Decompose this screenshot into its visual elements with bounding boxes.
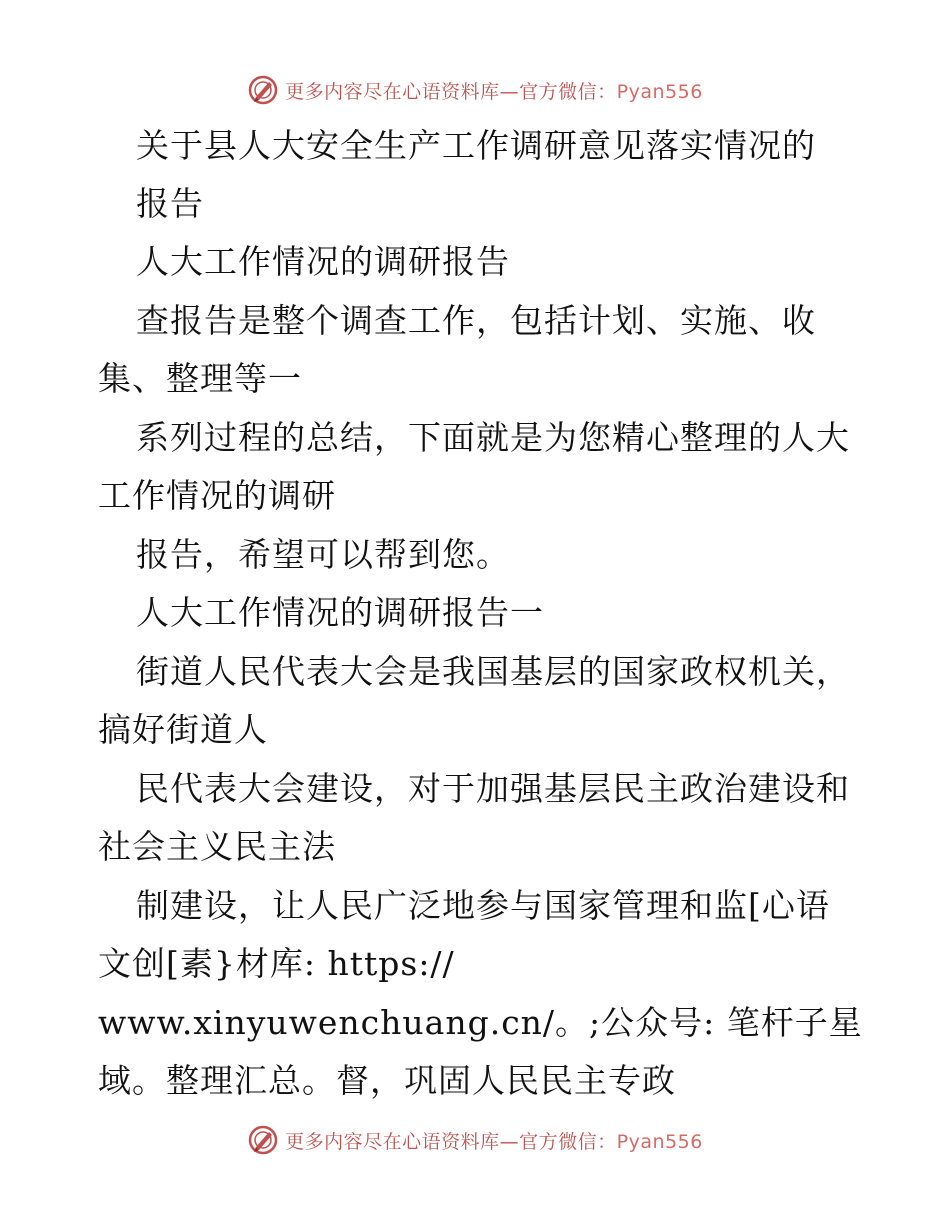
- text-line: 文创[素}材库: https://: [98, 944, 455, 983]
- footer-banner: [0, 1122, 950, 1158]
- wechat-handle: Pyan556: [616, 1130, 703, 1153]
- text-line: 集、整理等一: [98, 359, 302, 398]
- header-banner: [0, 72, 950, 108]
- text-line: 系列过程的总结，下面就是为您精心整理的人大: [136, 418, 850, 457]
- wechat-handle: Pyan556: [616, 80, 703, 103]
- text-line: 工作情况的调研: [98, 476, 336, 515]
- text-line: 报告: [136, 184, 204, 223]
- text-line: 报告，希望可以帮到您。: [136, 535, 510, 574]
- text-line: 人大工作情况的调研报告一: [136, 593, 544, 632]
- text-line: 关于县人大安全生产工作调研意见落实情况的: [136, 126, 816, 165]
- text-line: www.xinyuwenchuang.cn/。;公众号: 笔杆子星: [98, 1003, 863, 1042]
- banner-text: 更多内容尽在心语资料库—官方微信：Pyan556: [285, 80, 703, 103]
- text-line: 查报告是整个调查工作，包括计划、实施、收: [136, 301, 816, 340]
- text-line: 民代表大会建设，对于加强基层民主政治建设和: [136, 769, 850, 808]
- text-line: 社会主义民主法: [98, 827, 336, 866]
- text-line: 制建设，让人民广泛地参与国家管理和监[心语: [136, 886, 830, 925]
- text-line: 人大工作情况的调研报告: [136, 242, 510, 281]
- text-line: 搞好街道人: [98, 710, 268, 749]
- text-line: 域。整理汇总。督，巩固人民民主专政: [98, 1061, 676, 1100]
- pen-logo-icon: [247, 1124, 279, 1156]
- pen-logo-icon: [247, 74, 279, 106]
- text-line: 街道人民代表大会是我国基层的国家政权机关，: [136, 652, 850, 691]
- banner-text: 更多内容尽在心语资料库—官方微信：Pyan556: [285, 1130, 703, 1153]
